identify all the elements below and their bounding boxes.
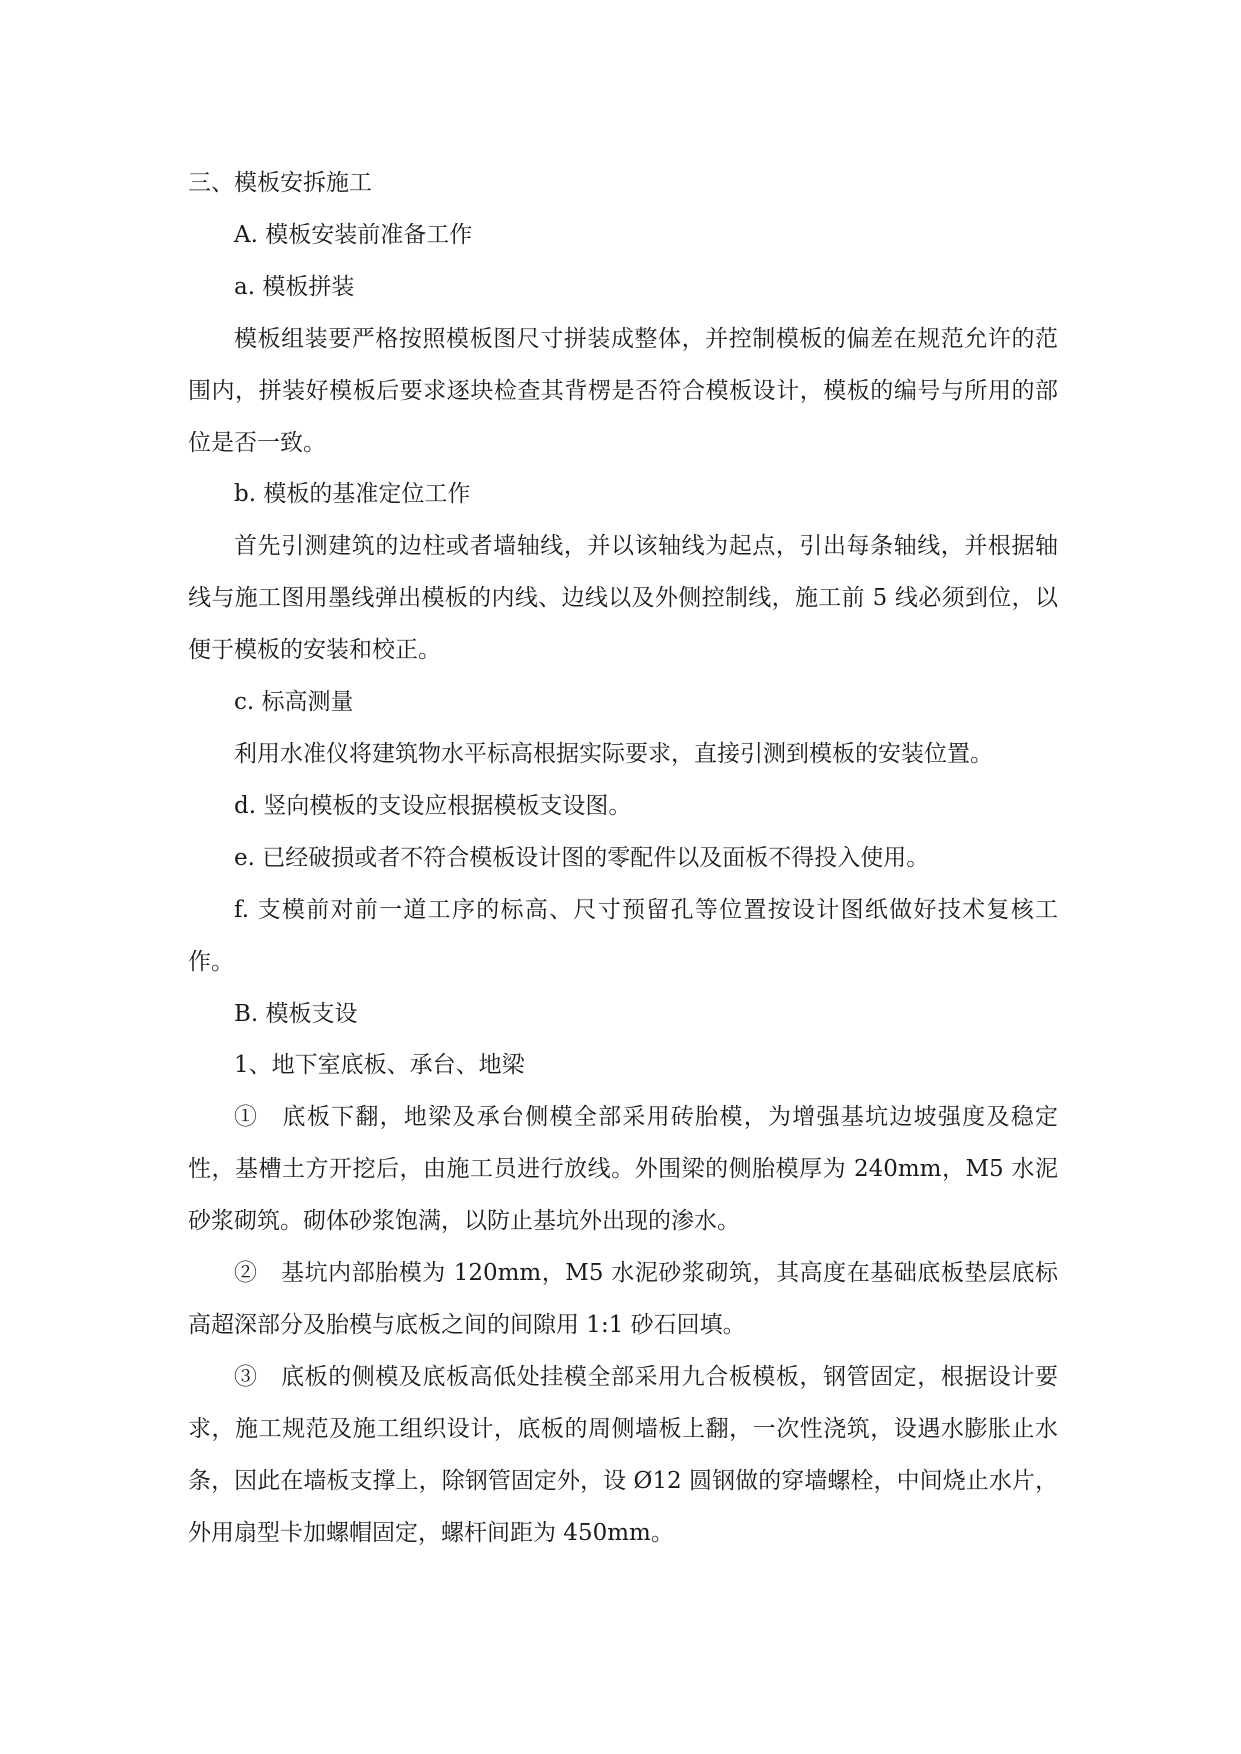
document-body <box>188 158 1058 1559</box>
item-1-3: ③ 底板的侧模及底板高低处挂模全部采用九合板模板，钢管固定，根据设计要求，施工规范及施工组织设计，底板的周侧墙板上翻，一次性浇筑，设遇水膨胀止水条，因此在墙板支撑上，除钢管固定外，设 Ø12 圆钢做的穿墙螺栓，中间烧止水片，外用扇型卡加螺帽固定，螺杆间距为 450mm。 <box>188 1363 1058 1546</box>
item-c-title: c. 标高测量 <box>234 689 354 716</box>
item-a-title: a. 模板拼装 <box>234 273 355 300</box>
item-1-1: ① 底板下翻，地梁及承台侧模全部采用砖胎模，为增强基坑边坡强度及稳定性，基槽土方开挖后，由施工员进行放线。外围梁的侧胎模厚为 240mm，M5 水泥砂浆砌筑。砌体砂浆饱满，以防止基坑外出现的渗水。 <box>188 1104 1058 1235</box>
item-a-body: 模板组装要严格按照模板图尺寸拼装成整体，并控制模板的偏差在规范允许的范围内，拼装好模板后要求逐块检查其背楞是否符合模板设计，模板的编号与所用的部位是否一致。 <box>188 325 1058 456</box>
item-c-body: 利用水准仪将建筑物水平标高根据实际要求，直接引测到模板的安装位置。 <box>234 740 993 767</box>
item-1-2: ② 基坑内部胎模为 120mm，M5 水泥砂浆砌筑，其高度在基础底板垫层底标高超深部分及胎模与底板之间的间隙用 1:1 砂石回填。 <box>188 1260 1058 1338</box>
subsection-a-title: A. 模板安装前准备工作 <box>234 221 473 248</box>
item-f: f. 支模前对前一道工序的标高、尺寸预留孔等位置按设计图纸做好技术复核工作。 <box>188 896 1058 975</box>
item-d: d. 竖向模板的支设应根据模板支设图。 <box>234 792 632 819</box>
item-b-title: b. 模板的基准定位工作 <box>234 481 471 508</box>
subsection-b-title: B. 模板支设 <box>234 1000 358 1027</box>
section-title: 三、模板安拆施工 <box>188 170 372 196</box>
item-b-body: 首先引测建筑的边柱或者墙轴线，并以该轴线为起点，引出每条轴线，并根据轴线与施工图用墨线弹出模板的内线、边线以及外侧控制线，施工前 5 线必须到位，以便于模板的安装和校正。 <box>188 533 1058 664</box>
item-e: e. 已经破损或者不符合模板设计图的零配件以及面板不得投入使用。 <box>234 844 930 871</box>
item-1-title: 1、地下室底板、承台、地梁 <box>234 1052 525 1079</box>
